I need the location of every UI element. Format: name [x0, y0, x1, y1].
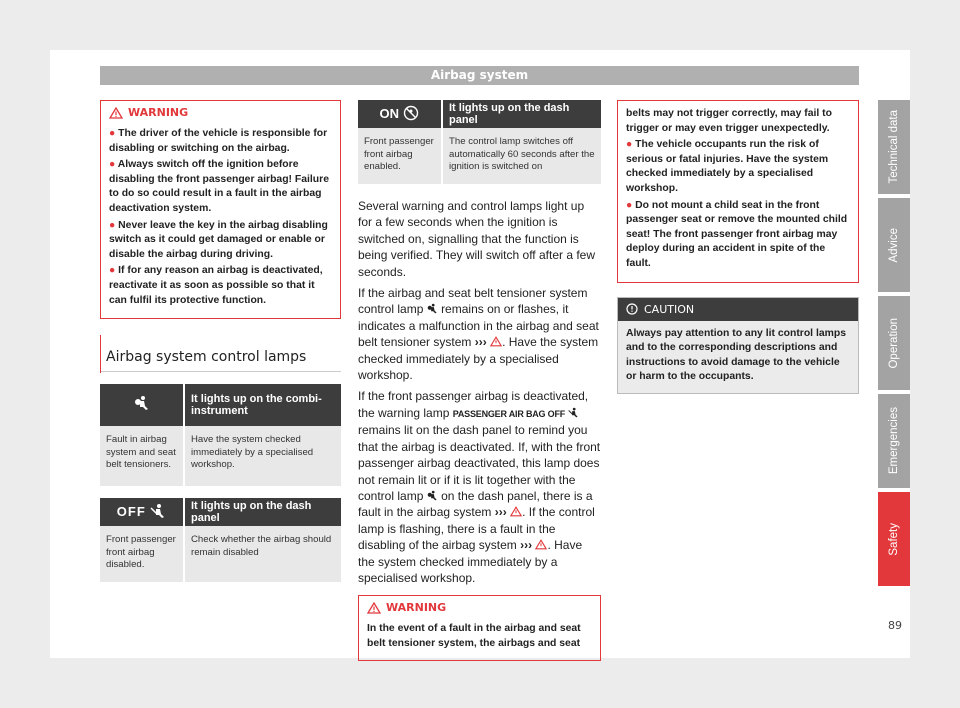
cross-reference[interactable]: ››› — [520, 538, 533, 553]
table-cell: Check whether the airbag should remain disabled — [184, 526, 341, 582]
body-text — [358, 198, 601, 586]
table-cell: The control lamp switches off automatically 60 seconds after the ignition is switched on — [442, 128, 601, 184]
lamp-icon-cell — [100, 384, 184, 426]
warning-triangle-icon — [367, 602, 381, 614]
chapter-tabs — [878, 100, 910, 590]
warning-item: ● The vehicle occupants run the risk of serious or fatal injuries. Have the system checked immediately by a specialised workshop. — [626, 139, 829, 194]
page-number: 89 — [888, 619, 902, 632]
warning-header — [359, 596, 600, 619]
page-header: Airbag system — [100, 66, 859, 85]
warning-label: WARNING — [386, 601, 447, 615]
off-lamp-text: OFF — [116, 504, 146, 520]
airbag-lamp-icon — [427, 490, 438, 501]
warning-box — [100, 100, 341, 319]
warning-body — [101, 124, 340, 318]
lamp-table-airbag — [100, 384, 341, 486]
column-1 — [100, 100, 341, 582]
lamp-table-on — [358, 100, 601, 184]
caution-header — [618, 298, 858, 321]
caution-label: CAUTION — [644, 302, 695, 316]
tab-advice[interactable]: Advice — [878, 198, 910, 292]
warning-text: belts may not trigger correctly, may fail to trigger or may even trigger unexpectedly. — [626, 108, 832, 134]
tab-technical-data[interactable]: Technical data — [878, 100, 910, 194]
airbag-lamp-icon — [427, 303, 438, 314]
table-cell: Front passenger front airbag disabled. — [100, 526, 184, 582]
warning-body: In the event of a fault in the airbag and seat belt tensioner system, the airbags and seat — [367, 623, 581, 649]
passenger-airbag-icon — [150, 503, 166, 519]
table-cell: Fault in airbag system and seat belt tensioners. — [100, 426, 184, 486]
caution-body: Always pay attention to any lit control lamps and to the corresponding descriptions and instructions to avoid damage to the vehicle or harm to the occupants. — [626, 327, 846, 383]
lamp-header: It lights up on the dash panel — [184, 498, 341, 526]
airbag-lamp-icon — [134, 395, 150, 411]
warning-triangle-icon — [510, 506, 522, 517]
warning-item: ● Always switch off the ignition before disabling the front passenger airbag! Failure to do so could result in a fault in the airbag deactivation system. — [109, 159, 329, 214]
warning-triangle-icon — [109, 107, 123, 119]
warning-item: ● The driver of the vehicle is responsible for disabling or switching on the airbag. — [109, 128, 328, 154]
info-circle-icon — [626, 303, 638, 315]
lamp-header: It lights up on the dash panel — [442, 100, 601, 128]
warning-header — [101, 101, 340, 124]
lamp-icon-cell — [100, 498, 184, 526]
bullet-icon: ● — [626, 139, 636, 151]
passenger-airbag-off-lamp: PASSENGER AIR BAG OFF — [452, 408, 566, 419]
lamp-header: It lights up on the combi-instrument — [184, 384, 341, 426]
warning-box-continued — [617, 100, 859, 283]
bullet-icon: ● — [109, 219, 119, 231]
bullet-icon: ● — [109, 159, 118, 171]
paragraph: If the airbag and seat belt tensioner system control lamp remains on or flashes, it indicates a malfunction in the airbag and seat belt tensioner system ››› . Have the system checked immediately by a specialised workshop. — [358, 286, 599, 383]
cross-reference[interactable]: ››› — [494, 505, 507, 520]
column-2 — [358, 100, 601, 661]
on-lamp-text: ON — [379, 106, 400, 121]
table-cell: Front passenger front airbag enabled. — [358, 128, 442, 184]
passenger-airbag-icon — [568, 407, 579, 418]
cross-reference[interactable]: ››› — [474, 335, 487, 350]
bullet-icon: ● — [109, 265, 119, 277]
warning-item: ● If for any reason an airbag is deactivated, reactivate it as soon as possible so that it can fulfil its protective function. — [109, 265, 323, 306]
tab-emergencies[interactable]: Emergencies — [878, 394, 910, 488]
warning-label: WARNING — [128, 106, 189, 119]
paragraph: Several warning and control lamps light up for a few seconds when the ignition is switched on, signalling that the function is being verified. They will switch off after a few seconds. — [358, 199, 595, 279]
bullet-icon: ● — [109, 128, 119, 139]
warning-item: ● Never leave the key in the airbag disabling switch as it could get damaged or enable or disable the airbag during driving. — [109, 219, 328, 260]
table-cell: Have the system checked immediately by a specialised workshop. — [184, 426, 341, 486]
column-3 — [617, 100, 859, 394]
tab-operation[interactable]: Operation — [878, 296, 910, 390]
warning-box — [358, 595, 601, 660]
warning-body — [618, 101, 858, 282]
tab-safety[interactable]: Safety — [878, 492, 910, 586]
lamp-icon-cell — [358, 100, 442, 128]
section-title: Airbag system control lamps — [100, 349, 341, 372]
lamp-table-off — [100, 498, 341, 582]
paragraph: If the front passenger airbag is deactivated, the warning lamp PASSENGER AIR BAG OFF remains lit on the dash panel to remind you that the airbag is deactivated. If, with the front passenger airbag deactivated, this lamp does not remain lit or if it is lit together with the control lamp on the dash panel, there is a fault in the airbag system ››› . If the control lamp is flashing, there is a fault in the disabling of the airbag system ››› . Have the system checked immediately by a specialised workshop. — [358, 389, 601, 585]
warning-triangle-icon — [490, 336, 502, 347]
warning-item: ● Do not mount a child seat in the front passenger seat or remove the mounted child seat! The front passenger front airbag may deploy during an accident in spite of the fault. — [626, 199, 848, 269]
warning-triangle-icon — [535, 539, 547, 550]
bullet-icon: ● — [626, 199, 636, 211]
passenger-airbag-crossed-icon — [403, 105, 419, 121]
caution-box — [617, 297, 859, 394]
